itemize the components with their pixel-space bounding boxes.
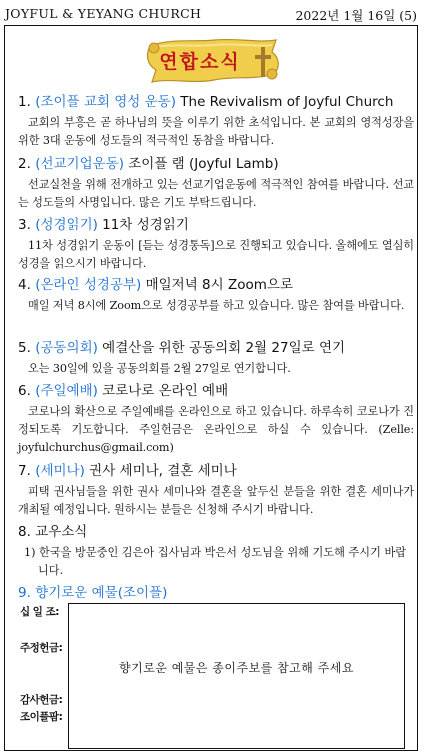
section-1 xyxy=(18,93,414,150)
page-header xyxy=(0,0,425,24)
section-heading: 3. (성경읽기) 11차 성경읽기 xyxy=(18,217,189,233)
section-heading: 4. (온라인 성경공부) 매일저녁 8시 Zoom으로 xyxy=(18,277,293,293)
bulletin-date: 2022년 1월 16일 (5) xyxy=(295,8,417,23)
section-body: 11차 성경읽기 운동이 [듣는 성경통독]으로 진행되고 있습니다. 올해에도 열심히 성경을 읽으시기 바랍니다. xyxy=(18,239,414,270)
section-body: 피택 권사님들을 위한 권사 세미나와 결혼을 앞두신 분들을 위한 결혼 세미나가 개최될 예정입니다. 원하시는 분들은 신청해 주시기 바랍니다. xyxy=(18,485,414,516)
section-heading: 7. (세미나) 권사 세미나, 결혼 세미나 xyxy=(18,463,237,479)
cross-icon xyxy=(253,45,273,79)
gift-label-joyful: 조이플팜: xyxy=(20,711,63,723)
section-2 xyxy=(18,155,414,212)
gift-note: 향기로운 예물은 종이주보를 참고해 주세요 xyxy=(119,661,354,675)
gift-label-tithe: 십 일 조: xyxy=(20,606,59,618)
section-7 xyxy=(18,462,414,519)
section-6 xyxy=(18,382,414,457)
section-3 xyxy=(18,216,414,273)
section-body: 코로나의 확산으로 주일예배를 온라인으로 하고 있습니다. 하루속히 코로나가 진정되도록 기도합니다. 주일헌금은 온라인으로 하실 수 있습니다. (Zelle: joyfulchurchus@gmail.com) xyxy=(18,405,414,454)
news-item: 1) 한국을 방문중인 김은아 집사님과 박은서 성도님을 위해 기도해 주시기 바랍니다. xyxy=(24,546,407,577)
section-8 xyxy=(18,523,414,580)
section-body: 오는 30일에 있을 공동의회를 2월 27일로 연기합니다. xyxy=(28,362,291,375)
section-heading: 5. (공동의회) 예결산을 위한 공동의회 2월 27일로 연기 xyxy=(18,340,346,356)
section-body: 매일 저녁 8시에 Zoom으로 성경공부를 하고 있습니다. 많은 참여를 바랍니다. xyxy=(28,299,405,312)
banner-title: 연합소식 xyxy=(159,51,241,73)
gift-label-thanks: 감사헌금: xyxy=(20,694,63,706)
section-9 xyxy=(18,584,414,602)
section-heading: 9. 향기로운 예물(조이플) xyxy=(18,585,168,601)
gift-label-weekly: 주정헌금: xyxy=(20,642,63,654)
section-heading: 6. (주일예배) 코로나로 온라인 예배 xyxy=(18,383,229,399)
section-heading: 8. 교우소식 xyxy=(18,524,88,540)
section-body: 선교실천을 위해 전개하고 있는 선교기업운동에 적극적인 참여를 바랍니다. 선교는 성도들의 사명입니다. 많은 기도 부탁드립니다. xyxy=(18,178,414,209)
church-name: JOYFUL & YEYANG CHURCH xyxy=(5,6,202,21)
section-4 xyxy=(18,276,414,315)
section-body: 교회의 부흥은 곧 하나님의 뜻을 이루기 위한 초석입니다. 본 교회의 영적성장을 위한 3대 운동에 성도들의 적극적인 동참을 바랍니다. xyxy=(18,116,414,147)
section-heading: 1. (조이플 교회 영성 운동) The Revivalism of Joyful Church xyxy=(18,94,394,110)
gift-box xyxy=(68,603,405,749)
section-heading: 2. (선교기업운동) 조이플 램 (Joyful Lamb) xyxy=(18,156,279,172)
section-5 xyxy=(18,339,414,378)
